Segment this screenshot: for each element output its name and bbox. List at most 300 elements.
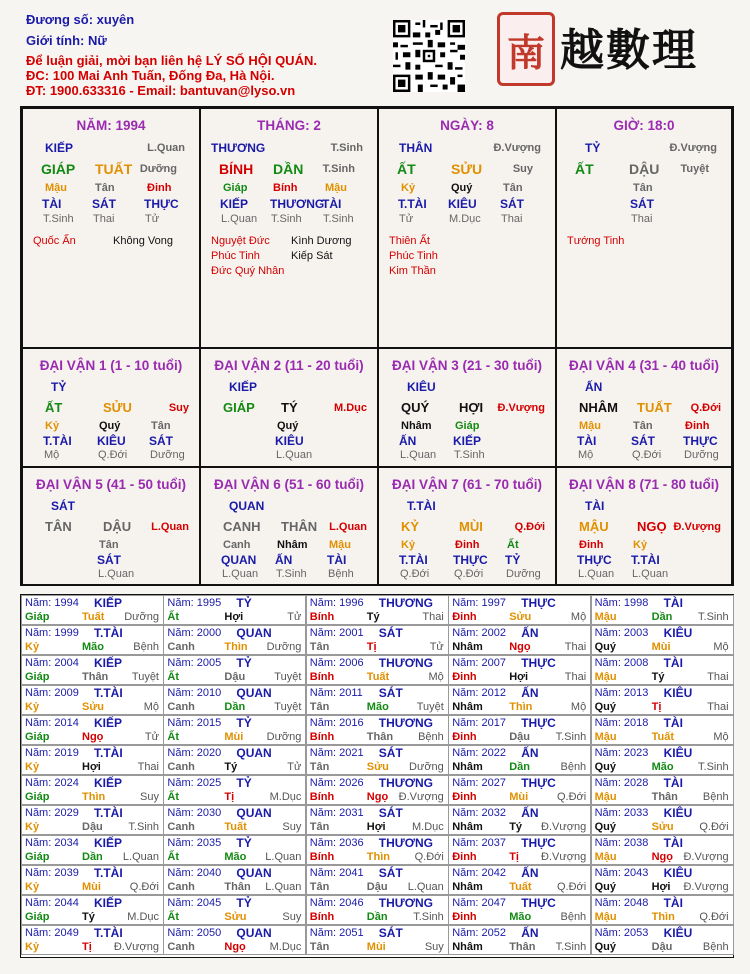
year-god: TÀI — [663, 776, 683, 790]
year-phase: Dưỡng — [409, 761, 444, 773]
year-stem: Bính — [309, 851, 335, 863]
year-stem: Đinh — [452, 911, 477, 923]
hidden-phase: M.Dục — [449, 213, 481, 225]
year-cell — [448, 715, 591, 745]
year-god: SÁT — [378, 746, 403, 760]
hidden-god: T.TÀI — [43, 434, 72, 448]
hidden-phase: Dưỡng — [506, 568, 541, 580]
year-branch: Dần — [509, 761, 530, 773]
year-stem: Ất — [167, 791, 179, 803]
hidden-god: TÀI — [577, 434, 597, 448]
hidden-phase: L.Quan — [98, 568, 135, 580]
year-stem: Kỷ — [25, 821, 40, 833]
year-branch: Dậu — [366, 881, 388, 893]
year-label: Năm: 2053 — [594, 927, 649, 939]
year-phase: Tuyệt — [274, 701, 302, 713]
year-branch: Hợi — [509, 671, 529, 683]
hidden-phase: L.Quan — [400, 449, 437, 461]
year-label: Năm: 2036 — [309, 837, 364, 849]
dai-van-stem: KỶ — [401, 519, 420, 534]
hidden-stem: Đinh — [579, 539, 604, 551]
year-stem: Canh — [167, 641, 195, 653]
year-cell — [591, 895, 734, 925]
dai-van-god: T.TÀI — [407, 499, 436, 513]
year-label: Năm: 2014 — [25, 717, 79, 729]
year-cell — [21, 625, 164, 655]
star-name: Tướng Tinh — [567, 235, 625, 247]
year-cell — [448, 865, 591, 895]
year-god: ẤN — [521, 746, 539, 760]
year-branch: Sửu — [366, 761, 389, 773]
hidden-stem: Đinh — [147, 182, 172, 194]
year-phase: Q.Đới — [699, 821, 729, 833]
year-branch: Mùi — [366, 941, 386, 953]
year-branch: Thân — [224, 881, 251, 893]
year-phase: L.Quan — [122, 851, 159, 863]
year-cell — [21, 895, 164, 925]
year-stem: Bính — [309, 671, 335, 683]
seal-stamp: 南 — [497, 12, 555, 86]
year-label: Năm: 2023 — [594, 747, 649, 759]
dai-van-cell — [556, 467, 732, 586]
year-phase: Dưỡng — [266, 641, 302, 653]
year-god: TÀI — [663, 656, 683, 670]
year-stem: Nhâm — [452, 761, 483, 773]
year-cell — [306, 595, 449, 625]
year-stem: Giáp — [25, 731, 50, 743]
year-branch: Dậu — [509, 731, 530, 743]
hidden-god: SÁT — [630, 197, 654, 211]
year-cell — [591, 655, 734, 685]
year-god: KIẾP — [94, 836, 123, 850]
year-branch: Sửu — [651, 821, 674, 833]
hidden-god: TÀI — [327, 553, 347, 567]
year-cell — [21, 595, 164, 625]
address-line: ĐC: 100 Mai Anh Tuấn, Đống Đa, Hà Nội. — [26, 68, 275, 83]
dai-van-god: KIÊU — [407, 380, 436, 394]
year-stem: Mậu — [594, 851, 617, 863]
year-phase: T.Sinh — [555, 941, 587, 953]
year-phase: Đ.Vượng — [113, 941, 159, 953]
year-branch: Tý — [651, 671, 665, 683]
pillar-god: THƯƠNG — [211, 141, 266, 155]
year-phase: Thai — [137, 761, 159, 773]
hidden-stem: Kỷ — [401, 182, 416, 194]
year-stem: Ất — [167, 911, 179, 923]
year-phase: Q.Đới — [699, 911, 729, 923]
hidden-god: ẤN — [275, 553, 293, 567]
year-cell — [163, 895, 306, 925]
year-stem: Ất — [167, 671, 179, 683]
hidden-phase: Mộ — [578, 449, 594, 461]
year-branch: Thân — [366, 731, 394, 743]
dai-van-title: ĐẠI VẬN 8 (71 - 80 tuổi) — [568, 477, 720, 492]
year-stem: Đinh — [452, 611, 477, 623]
hidden-stem: Canh — [223, 539, 251, 551]
dai-van-god: TÀI — [585, 499, 605, 513]
year-phase: M.Dục — [269, 941, 302, 953]
year-stem: Tân — [309, 821, 330, 833]
year-branch: Mùi — [224, 731, 244, 743]
year-god: THỰC — [521, 896, 556, 910]
year-branch: Dậu — [224, 671, 246, 683]
year-god: SÁT — [378, 926, 403, 940]
year-stem: Canh — [167, 761, 195, 773]
year-phase: Tuyệt — [274, 671, 302, 683]
year-god: THƯƠNG — [378, 896, 433, 910]
year-cell — [163, 625, 306, 655]
pillar-god: KIẾP — [45, 141, 74, 155]
pillar-branch: SỬU — [451, 161, 483, 177]
year-phase: T.Sinh — [413, 911, 444, 923]
pillar-cell — [556, 108, 732, 348]
year-label: Năm: 1997 — [452, 597, 506, 609]
year-stem: Đinh — [452, 731, 477, 743]
year-phase: Dưỡng — [124, 611, 159, 623]
year-god: T.TÀI — [94, 746, 123, 760]
year-cell — [21, 835, 164, 865]
year-label: Năm: 2016 — [309, 717, 364, 729]
year-branch: Tị — [82, 941, 92, 953]
hidden-phase: Tử — [145, 213, 160, 225]
dai-van-phase: L.Quan — [151, 521, 189, 533]
hidden-god: QUAN — [221, 553, 257, 567]
year-cell — [306, 625, 449, 655]
hidden-phase: T.Sinh — [43, 213, 74, 225]
hidden-stem: Giáp — [455, 420, 480, 432]
hidden-phase: Thai — [631, 213, 653, 225]
year-stem: Kỷ — [25, 941, 40, 953]
year-branch: Dậu — [651, 941, 673, 953]
year-label: Năm: 1994 — [25, 597, 79, 609]
year-cell — [591, 715, 734, 745]
year-phase: Tuyệt — [131, 671, 159, 683]
pillar-branch: DẬU — [629, 161, 660, 177]
hidden-phase: Thai — [501, 213, 523, 225]
year-stem: Quý — [594, 881, 616, 893]
year-god: THỰC — [521, 656, 556, 670]
year-stem: Giáp — [25, 911, 50, 923]
dai-van-god: KIẾP — [229, 380, 258, 394]
hidden-stem: Kỷ — [401, 539, 416, 551]
hidden-stem: Mậu — [325, 182, 347, 194]
year-phase: M.Dục — [412, 821, 444, 833]
year-god: KIẾP — [94, 776, 123, 790]
year-branch: Thân — [509, 941, 536, 953]
phone-email-line: ĐT: 1900.633316 - Email: bantuvan@lyso.vn — [26, 83, 296, 98]
dai-van-stem: NHÂM — [579, 400, 618, 415]
year-branch: Sửu — [224, 911, 247, 923]
year-phase: Đ.Vượng — [398, 791, 444, 803]
year-stem: Đinh — [452, 671, 477, 683]
pillar-title: NGÀY: 8 — [440, 118, 494, 133]
year-cell — [448, 835, 591, 865]
year-phase: T.Sinh — [698, 611, 729, 623]
year-god: QUAN — [236, 746, 272, 760]
year-branch: Thân — [651, 791, 678, 803]
hidden-god: T.TÀI — [631, 553, 660, 567]
year-god: THỰC — [521, 596, 556, 610]
hidden-phase: T.Sinh — [271, 213, 302, 225]
year-label: Năm: 2002 — [452, 627, 506, 639]
year-phase: Tử — [287, 611, 302, 623]
year-god: KIẾP — [94, 596, 123, 610]
duong-so: Đương số: xuyên — [26, 12, 135, 27]
year-cell — [448, 595, 591, 625]
dai-van-branch: DẬU — [103, 519, 132, 534]
year-branch: Thìn — [509, 701, 533, 713]
hidden-phase: Thai — [93, 213, 115, 225]
star-name: Nguyệt Đức — [211, 235, 270, 247]
year-label: Năm: 2011 — [309, 687, 363, 699]
year-label: Năm: 2007 — [452, 657, 506, 669]
hidden-stem: Mậu — [579, 420, 601, 432]
pillar-stem: BÍNH — [219, 161, 254, 177]
year-branch: Hợi — [366, 821, 386, 833]
year-stem: Tân — [309, 941, 330, 953]
year-branch: Hợi — [651, 881, 671, 893]
year-phase: T.Sinh — [698, 761, 729, 773]
year-stem: Bính — [309, 911, 335, 923]
year-label: Năm: 2013 — [594, 687, 649, 699]
year-god: SÁT — [378, 866, 403, 880]
year-branch: Thìn — [651, 911, 675, 923]
year-label: Năm: 1998 — [594, 597, 649, 609]
hidden-god: KIÊU — [97, 434, 126, 448]
dai-van-phase: Đ.Vượng — [673, 521, 721, 533]
hidden-phase: Q.Đới — [454, 568, 484, 580]
year-label: Năm: 2029 — [25, 807, 79, 819]
year-god: KIÊU — [663, 806, 693, 820]
year-cell — [306, 895, 449, 925]
year-label: Năm: 2031 — [309, 807, 364, 819]
year-god: TỶ — [236, 656, 252, 670]
year-branch: Dần — [224, 701, 246, 713]
hidden-stem: Mậu — [45, 182, 67, 194]
year-god: KIÊU — [663, 926, 693, 940]
year-label: Năm: 2038 — [594, 837, 649, 849]
year-branch: Mão — [224, 851, 247, 863]
year-phase: Q.Đới — [556, 881, 587, 893]
hidden-god: T.TÀI — [399, 553, 428, 567]
year-branch: Mão — [82, 641, 104, 653]
year-stem: Nhâm — [452, 821, 483, 833]
year-label: Năm: 1996 — [309, 597, 364, 609]
pillar-phase: T.Sinh — [322, 163, 355, 175]
hidden-god: KIẾP — [453, 434, 482, 448]
year-stem: Nhâm — [452, 641, 483, 653]
year-phase: T.Sinh — [555, 731, 587, 743]
year-god: TÀI — [663, 596, 683, 610]
year-god: TỶ — [236, 896, 252, 910]
year-cell — [306, 865, 449, 895]
star-name: Kim Thần — [389, 265, 436, 277]
year-cell — [163, 865, 306, 895]
hidden-god: TÀI — [322, 197, 342, 211]
hidden-god: SÁT — [92, 197, 116, 211]
dai-van-title: ĐẠI VẬN 6 (51 - 60 tuổi) — [213, 477, 365, 492]
dai-van-title: ĐẠI VẬN 7 (61 - 70 tuổi) — [391, 477, 543, 492]
hidden-god: SÁT — [631, 434, 655, 448]
year-god: QUAN — [236, 926, 272, 940]
pillar-stem: GIÁP — [41, 161, 76, 177]
hidden-stem: Giáp — [223, 182, 248, 194]
dai-van-phase: Suy — [168, 402, 189, 414]
year-god: THỰC — [521, 716, 556, 730]
year-god: TÀI — [663, 896, 683, 910]
four-pillars-chart — [20, 106, 734, 586]
year-stem: Tân — [309, 701, 330, 713]
pillar-branch: DẦN — [273, 161, 304, 177]
year-god: T.TÀI — [94, 926, 123, 940]
hidden-stem: Mậu — [329, 539, 351, 551]
year-cell — [306, 775, 449, 805]
year-phase: L.Quan — [265, 851, 302, 863]
year-stem: Kỷ — [25, 641, 40, 653]
hidden-stem: Tân — [503, 182, 523, 194]
year-label: Năm: 2015 — [167, 717, 222, 729]
year-stem: Quý — [594, 761, 616, 773]
year-god: TỶ — [236, 596, 252, 610]
pillar-title: NĂM: 1994 — [76, 118, 146, 133]
year-cell — [21, 715, 164, 745]
year-stem: Ất — [167, 851, 179, 863]
dai-van-cell — [200, 467, 378, 586]
year-branch: Hợi — [224, 611, 244, 623]
year-branch: Mùi — [509, 791, 529, 803]
year-cell — [591, 835, 734, 865]
hidden-stem: Tân — [99, 539, 119, 551]
hidden-stem: Nhâm — [277, 539, 308, 551]
dai-van-branch: NGỌ — [637, 519, 667, 534]
year-phase: Dưỡng — [266, 731, 302, 743]
year-cell — [448, 895, 591, 925]
year-branch: Ngọ — [224, 941, 246, 953]
year-god: ẤN — [521, 866, 539, 880]
year-branch: Ngọ — [82, 731, 104, 743]
year-cell — [163, 805, 306, 835]
year-label: Năm: 2048 — [594, 897, 649, 909]
gioi-tinh: Giới tính: Nữ — [26, 33, 107, 48]
year-phase: Suy — [424, 941, 444, 953]
logo-text: 越數理 — [560, 25, 698, 76]
year-god: KIẾP — [94, 656, 123, 670]
dai-van-cell — [378, 348, 556, 467]
year-phase: Thai — [564, 641, 587, 653]
dai-van-cell — [556, 348, 732, 467]
year-cell — [163, 925, 306, 955]
year-cell — [163, 685, 306, 715]
year-label: Năm: 2039 — [25, 867, 79, 879]
year-branch: Tý — [509, 821, 523, 833]
year-god: THƯƠNG — [378, 716, 433, 730]
year-god: TÀI — [663, 716, 683, 730]
hidden-phase: Q.Đới — [400, 568, 430, 580]
hidden-god: KIẾP — [220, 197, 249, 211]
year-phase: Q.Đới — [556, 791, 587, 803]
year-god: KIÊU — [663, 626, 693, 640]
year-label: Năm: 2035 — [167, 837, 222, 849]
pillar-cell — [200, 108, 378, 348]
year-branch: Mùi — [82, 881, 101, 893]
year-phase: Bệnh — [560, 761, 587, 773]
year-label: Năm: 2003 — [594, 627, 649, 639]
hidden-stem: Kỷ — [45, 420, 60, 432]
year-god: ẤN — [521, 626, 539, 640]
year-phase: Q.Đới — [129, 881, 159, 893]
pillar-phase: Suy — [512, 163, 533, 175]
year-label: Năm: 2041 — [309, 867, 364, 879]
dai-van-god: ẤN — [585, 380, 603, 394]
hidden-god: THỰC — [453, 553, 488, 567]
year-branch: Tý — [366, 611, 380, 623]
year-stem: Ất — [167, 731, 179, 743]
year-stem: Quý — [594, 701, 616, 713]
year-stem: Đinh — [452, 791, 477, 803]
year-phase: Bệnh — [418, 731, 444, 743]
year-cell — [163, 835, 306, 865]
dai-van-cell — [378, 467, 556, 586]
year-stem: Mậu — [594, 791, 617, 803]
year-label: Năm: 2037 — [452, 837, 506, 849]
year-god: KIÊU — [663, 686, 693, 700]
hidden-god: KIÊU — [448, 197, 477, 211]
year-stem: Canh — [167, 821, 195, 833]
year-god: KIẾP — [94, 716, 123, 730]
year-god: ẤN — [521, 806, 539, 820]
hidden-god: THỰC — [683, 434, 718, 448]
year-cell — [163, 715, 306, 745]
year-stem: Bính — [309, 791, 335, 803]
year-phase: Suy — [282, 911, 302, 923]
year-phase: Tử — [144, 731, 159, 743]
year-branch: Thân — [82, 671, 109, 683]
year-label: Năm: 2018 — [594, 717, 649, 729]
year-branch: Dậu — [82, 821, 103, 833]
year-stem: Đinh — [452, 851, 477, 863]
hidden-god: THỰC — [577, 553, 612, 567]
year-label: Năm: 2026 — [309, 777, 364, 789]
dai-van-stem: TÂN — [45, 519, 72, 534]
hidden-god: T.TÀI — [398, 197, 427, 211]
dai-van-branch: MÙI — [459, 519, 483, 534]
star-name: Kiếp Sát — [291, 250, 333, 262]
dai-van-stem: CANH — [223, 519, 261, 534]
year-cell — [306, 835, 449, 865]
year-stem: Quý — [594, 941, 616, 953]
pillar-cell — [22, 108, 200, 348]
year-cell — [21, 685, 164, 715]
year-stem: Giáp — [25, 851, 50, 863]
dai-van-phase: L.Quan — [329, 521, 367, 533]
year-phase: Bệnh — [702, 941, 729, 953]
dai-van-god: SÁT — [51, 499, 75, 513]
year-label: Năm: 2008 — [594, 657, 649, 669]
year-label: Năm: 2040 — [167, 867, 222, 879]
year-branch: Mão — [366, 701, 389, 713]
dai-van-title: ĐẠI VẬN 5 (41 - 50 tuổi) — [35, 477, 187, 492]
year-cell — [306, 925, 449, 955]
hidden-stem: Ất — [507, 539, 519, 551]
year-cell — [21, 805, 164, 835]
dai-van-phase: M.Dục — [334, 402, 367, 414]
year-cell — [591, 865, 734, 895]
hidden-phase: T.Sinh — [276, 568, 307, 580]
year-cell — [306, 805, 449, 835]
dai-van-stem: QUÝ — [401, 400, 430, 415]
year-stem: Giáp — [25, 791, 50, 803]
year-stem: Bính — [309, 731, 335, 743]
